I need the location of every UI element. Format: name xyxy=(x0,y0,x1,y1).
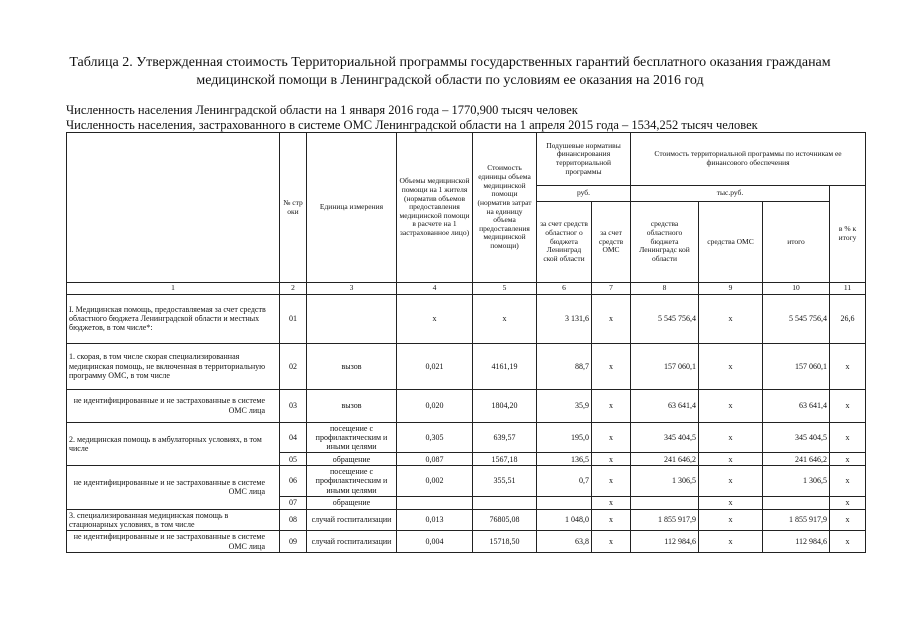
cell-p: x xyxy=(830,389,866,422)
cell-p: x xyxy=(830,422,866,453)
column-number: 11 xyxy=(830,283,866,295)
row-name: 2. медицинская помощь в амбулаторных условиях, в том числе xyxy=(67,422,280,466)
row-name: 1. скорая, в том числе скорая специализированная медицинская помощь, не включенная в территориальную программу ОМС, в том числе xyxy=(67,343,280,389)
header-total: итого xyxy=(763,202,830,283)
cell-cost: 1567,18 xyxy=(473,453,537,466)
header-volumes: Объемы медицинской помощи на 1 жителя (норматив объемов предоставления медицинской помощи в расчете на 1 застрахованное лицо) xyxy=(397,133,473,283)
cell-unit: посещение с профилактическим и иными целями xyxy=(307,466,397,497)
population-oms-line: Численность населения, застрахованного в системе ОМС Ленинградской области на 1 апреля 2015 года – 1534,252 тысяч человек xyxy=(66,118,758,132)
cell-unit: обращение xyxy=(307,496,397,509)
header-src-budget: средства областного бюджета Ленинградс кой области xyxy=(631,202,699,283)
cell-pc_b xyxy=(537,496,592,509)
cell-no: 02 xyxy=(280,343,307,389)
column-number: 5 xyxy=(473,283,537,295)
header-row-no: № стр оки xyxy=(280,133,307,283)
cell-pc_b: 35,9 xyxy=(537,389,592,422)
cell-unit xyxy=(307,294,397,343)
cell-unit: вызов xyxy=(307,343,397,389)
cell-o: x xyxy=(699,422,763,453)
header-thous-rub: тыс.руб. xyxy=(631,186,830,202)
cell-pc_b: 195,0 xyxy=(537,422,592,453)
cell-pc_o: x xyxy=(592,343,631,389)
column-number: 7 xyxy=(592,283,631,295)
row-name: не идентифицированные и не застрахованные в системе ОМС лица xyxy=(67,466,280,510)
cell-vol: 0,305 xyxy=(397,422,473,453)
cell-pc_b: 3 131,6 xyxy=(537,294,592,343)
cell-no: 06 xyxy=(280,466,307,497)
cell-pc_o: x xyxy=(592,389,631,422)
cell-o: x xyxy=(699,453,763,466)
cell-unit: случай госпитализации xyxy=(307,531,397,553)
cell-pc_b: 88,7 xyxy=(537,343,592,389)
cell-vol: 0,021 xyxy=(397,343,473,389)
header-percent: в % к итогу xyxy=(830,186,866,283)
column-number: 9 xyxy=(699,283,763,295)
cell-pc_o: x xyxy=(592,509,631,530)
cell-b xyxy=(631,496,699,509)
cell-unit: вызов xyxy=(307,389,397,422)
cell-cost: 355,51 xyxy=(473,466,537,497)
header-src-oms: средства ОМС xyxy=(699,202,763,283)
cell-t: 63 641,4 xyxy=(763,389,830,422)
cell-cost: x xyxy=(473,294,537,343)
row-name: 3. специализированная медицинская помощь в стационарных условиях, в том числе xyxy=(67,509,280,530)
cell-pc_b: 136,5 xyxy=(537,453,592,466)
cell-t: 1 855 917,9 xyxy=(763,509,830,530)
header-per-capita: Подушевые нормативы финансирования территориальной программы xyxy=(537,133,631,186)
cell-pc_o: x xyxy=(592,496,631,509)
table-row xyxy=(67,389,866,422)
cell-b: 63 641,4 xyxy=(631,389,699,422)
cell-pc_o: x xyxy=(592,294,631,343)
cell-t: 1 306,5 xyxy=(763,466,830,497)
header-sub-budget: за счет средств областног о бюджета Ленинград ской области xyxy=(537,202,592,283)
table-row xyxy=(67,294,866,343)
cell-cost: 15718,50 xyxy=(473,531,537,553)
cell-pc_b: 0,7 xyxy=(537,466,592,497)
cell-t: 112 984,6 xyxy=(763,531,830,553)
cell-pc_o: x xyxy=(592,453,631,466)
table-row xyxy=(67,531,866,553)
cell-b: 1 855 917,9 xyxy=(631,509,699,530)
cell-vol: 0,020 xyxy=(397,389,473,422)
cell-b: 241 646,2 xyxy=(631,453,699,466)
cell-t xyxy=(763,496,830,509)
row-name: не идентифицированные и не застрахованные в системе ОМС лица xyxy=(67,389,280,422)
cell-p: 26,6 xyxy=(830,294,866,343)
cell-pc_o: x xyxy=(592,466,631,497)
table-row xyxy=(67,343,866,389)
cell-b: 157 060,1 xyxy=(631,343,699,389)
cell-no: 05 xyxy=(280,453,307,466)
cell-o: x xyxy=(699,496,763,509)
cell-o: x xyxy=(699,389,763,422)
cell-p: x xyxy=(830,509,866,530)
cost-table xyxy=(66,132,866,553)
cell-vol: x xyxy=(397,294,473,343)
cell-unit: обращение xyxy=(307,453,397,466)
cell-unit: случай госпитализации xyxy=(307,509,397,530)
cell-p: x xyxy=(830,453,866,466)
cell-o: x xyxy=(699,466,763,497)
cell-t: 241 646,2 xyxy=(763,453,830,466)
cell-no: 09 xyxy=(280,531,307,553)
cell-t: 157 060,1 xyxy=(763,343,830,389)
column-number: 3 xyxy=(307,283,397,295)
header-cost-total: Стоимость территориальной программы по источникам ее финансового обеспечения xyxy=(631,133,866,186)
column-number: 6 xyxy=(537,283,592,295)
cell-o: x xyxy=(699,509,763,530)
cell-vol: 0,002 xyxy=(397,466,473,497)
population-total-line: Численность населения Ленинградской области на 1 января 2016 года – 1770,900 тысяч человек xyxy=(66,103,578,117)
cell-cost: 639,57 xyxy=(473,422,537,453)
column-number: 10 xyxy=(763,283,830,295)
cell-vol: 0,087 xyxy=(397,453,473,466)
cell-no: 04 xyxy=(280,422,307,453)
column-number: 4 xyxy=(397,283,473,295)
cell-no: 03 xyxy=(280,389,307,422)
header-sub-oms: за счет средств ОМС xyxy=(592,202,631,283)
cell-p: x xyxy=(830,466,866,497)
header-cost-unit: Стоимость единицы объема медицинской помощи (норматив затрат на единицу объема предоставления медицинской помощи) xyxy=(473,133,537,283)
cell-cost: 1804,20 xyxy=(473,389,537,422)
header-name-cell xyxy=(67,133,280,283)
cell-pc_b: 1 048,0 xyxy=(537,509,592,530)
column-number: 1 xyxy=(67,283,280,295)
cell-p: x xyxy=(830,531,866,553)
column-number: 2 xyxy=(280,283,307,295)
header-unit: Единица измерения xyxy=(307,133,397,283)
cell-b: 5 545 756,4 xyxy=(631,294,699,343)
cell-vol: 0,004 xyxy=(397,531,473,553)
row-name: I. Медицинская помощь, предоставляемая за счет средств областного бюджета Ленинградской области и местных бюджетов, в том числе*: xyxy=(67,294,280,343)
cell-pc_o: x xyxy=(592,531,631,553)
row-name: не идентифицированные и не застрахованные в системе ОМС лица xyxy=(67,531,280,553)
cell-cost: 4161,19 xyxy=(473,343,537,389)
cell-vol xyxy=(397,496,473,509)
cell-no: 08 xyxy=(280,509,307,530)
cell-cost: 76805,08 xyxy=(473,509,537,530)
table-title: Таблица 2. Утвержденная стоимость Территориальной программы государственных гарантий бесплатного оказания гражданам медицинской помощи в Ленинградской области по условиям ее оказания на 2016 год xyxy=(69,55,831,88)
cell-p: x xyxy=(830,343,866,389)
table-row xyxy=(67,509,866,530)
cell-o: x xyxy=(699,531,763,553)
cell-o: x xyxy=(699,294,763,343)
cell-b: 345 404,5 xyxy=(631,422,699,453)
cell-pc_o: x xyxy=(592,422,631,453)
cell-no: 07 xyxy=(280,496,307,509)
cell-no: 01 xyxy=(280,294,307,343)
cell-b: 1 306,5 xyxy=(631,466,699,497)
cell-t: 5 545 756,4 xyxy=(763,294,830,343)
table-row xyxy=(67,422,866,453)
cell-vol: 0,013 xyxy=(397,509,473,530)
column-number-row xyxy=(67,283,866,295)
cell-t: 345 404,5 xyxy=(763,422,830,453)
column-number: 8 xyxy=(631,283,699,295)
cell-cost xyxy=(473,496,537,509)
cell-pc_b: 63,8 xyxy=(537,531,592,553)
cell-p: x xyxy=(830,496,866,509)
cell-unit: посещение с профилактическим и иными целями xyxy=(307,422,397,453)
header-rub: руб. xyxy=(537,186,631,202)
cell-o: x xyxy=(699,343,763,389)
cell-b: 112 984,6 xyxy=(631,531,699,553)
table-row xyxy=(67,466,866,497)
